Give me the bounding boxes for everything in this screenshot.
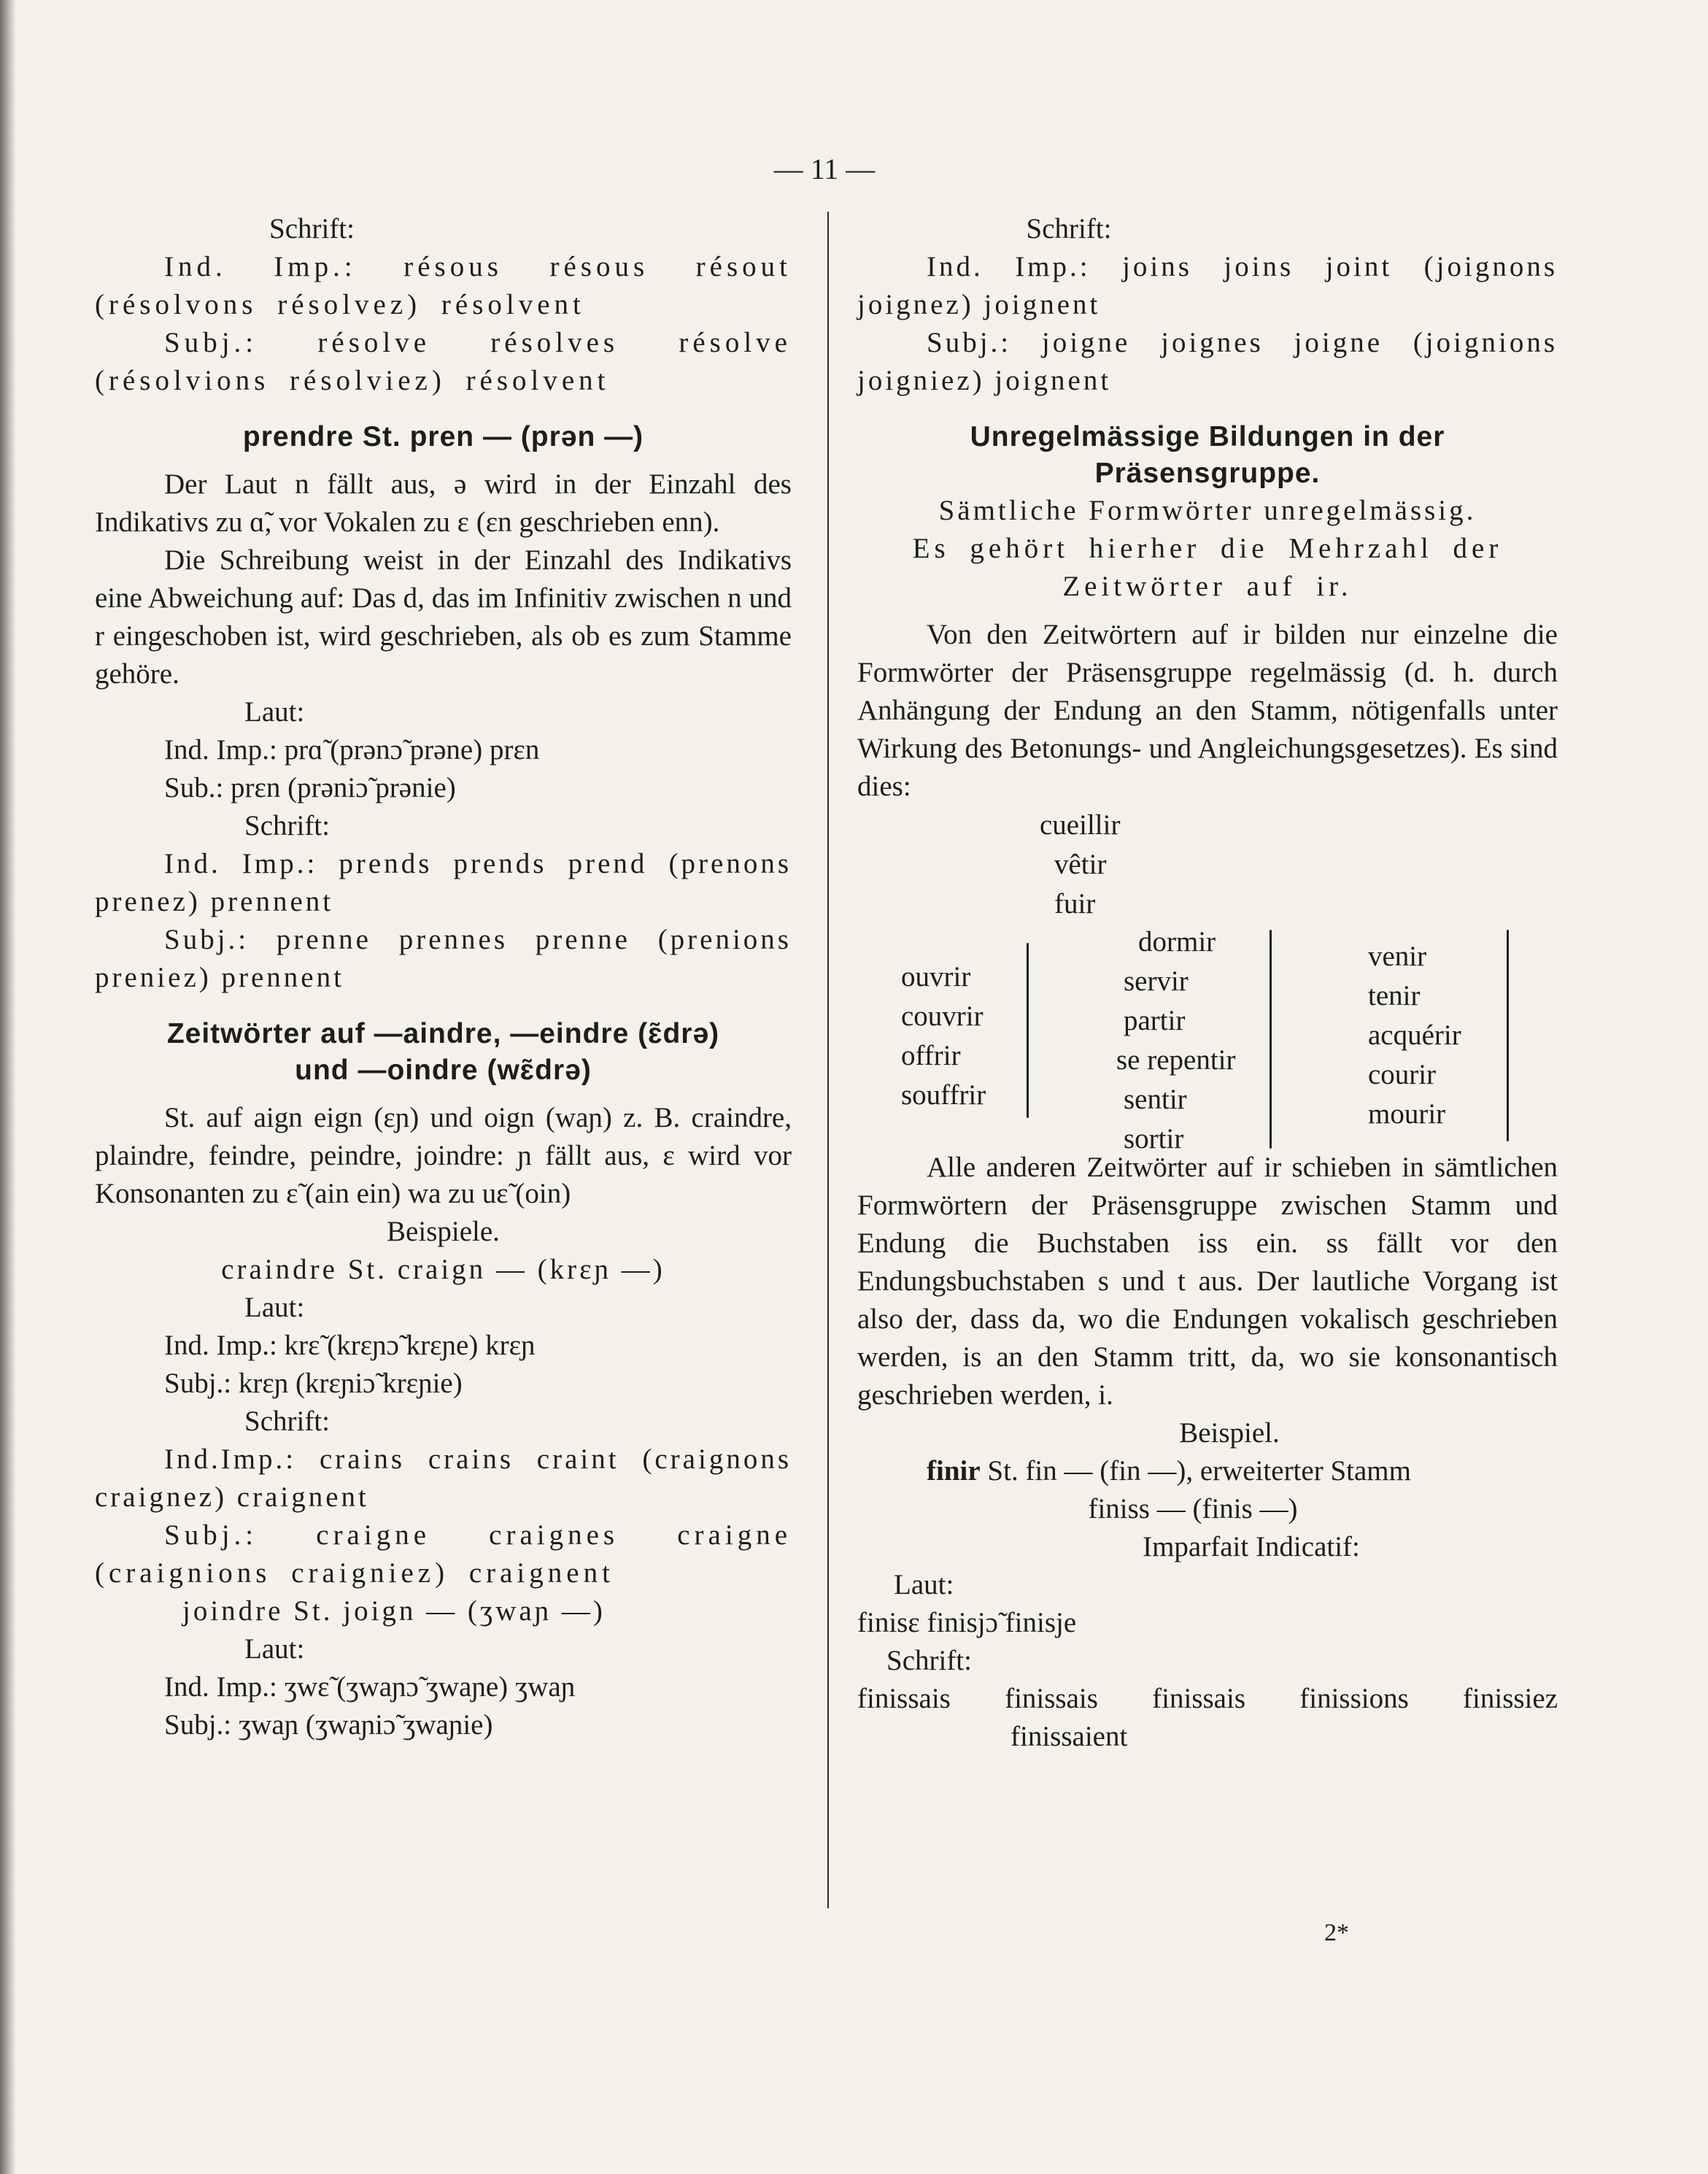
finir-laut-label: Laut: (894, 1569, 954, 1600)
heading-unregelmaessig-line1: Unregelmässige Bildungen in der (970, 421, 1445, 452)
joindre-laut-label: Laut: (244, 1633, 305, 1665)
heading-prendre: prendre St. pren — (prən —) (242, 421, 644, 452)
verb-list-group2 (1116, 922, 1236, 1159)
craindre-schrift-subj: Subj.: craigne craignes craigne (craignions craigniez) craignent (95, 1519, 792, 1589)
verb-item: offrir (901, 1040, 961, 1071)
brace-group1 (1027, 943, 1029, 1118)
joindre-laut-subj: Subj.: ʒwaɲ (ʒwaɲiɔ̃ ʒwaɲie) (164, 1709, 493, 1741)
craindre-schrift-ind: Ind.Imp.: crains crains craint (craignons craignez) craignent (95, 1443, 792, 1513)
prendre-laut-sub: Sub.: prɛn (prəniɔ̃ prənie) (164, 772, 456, 803)
verb-item: sortir (1124, 1123, 1184, 1155)
finir-word: finir (927, 1455, 981, 1487)
finir-schrift-forms-2: finissaient (1010, 1721, 1128, 1752)
page-number: — 11 — (773, 153, 876, 185)
verb-item: se repentir (1116, 1044, 1236, 1076)
beispiele-label: Beispiele. (387, 1216, 500, 1247)
es-gehoert-line2: Zeitwörter auf ir. (1062, 571, 1353, 602)
prendre-laut-ind: Ind. Imp.: prɑ̃ (prənɔ̃ prəne) prɛn (164, 734, 540, 766)
finiss-line: finiss — (finis —) (1088, 1493, 1298, 1525)
verb-list-group3 (1368, 937, 1461, 1134)
left-column (95, 210, 792, 1744)
craindre-laut-subj: Subj.: krɛɲ (krɛɲiɔ̃ krɛɲie) (164, 1368, 463, 1399)
stamm-paragraph: St. auf aign eign (ɛɲ) und oign (waɲ) z. B. craindre, plaindre, feindre, peindre, joindre: ɲ fällt aus, ɛ wird vor Konsonanten zu ɛ̃ (ain ein) wa zu uɛ̃ (oin) (95, 1102, 792, 1209)
prendre-schrift-label: Schrift: (244, 810, 330, 841)
resoudre-ind-imp: Ind. Imp.: résous résous résout (résolvons résolvez) résolvent (95, 251, 792, 320)
verb-groups (857, 806, 1558, 1155)
es-gehoert-line1: Es gehört hierher die Mehrzahl der (912, 533, 1503, 564)
verb-item: mourir (1368, 1098, 1446, 1130)
prendre-laut-label: Laut: (244, 696, 305, 728)
verb-item: acquérir (1368, 1019, 1461, 1051)
finir-rest: St. fin — (fin —), erweiterter Stamm (987, 1455, 1411, 1487)
joindre-stem: joindre St. joign — (ʒwaɲ —) (182, 1595, 606, 1627)
brace-group3 (1507, 930, 1509, 1141)
brace-group2 (1270, 930, 1272, 1149)
joindre-schrift-ind: Ind. Imp.: joins joins joint (joignons joignez) joignent (857, 251, 1558, 320)
imparfait-label: Imparfait Indicatif: (1143, 1531, 1360, 1562)
verb-item: souffrir (901, 1079, 986, 1111)
prendre-schrift-ind: Ind. Imp.: prends prends prend (prenons prenez) prennent (95, 848, 792, 917)
schrift-label: Schrift: (269, 213, 355, 244)
prendre-schreibung-paragraph: Die Schreibung weist in der Einzahl des Indikativs eine Abweichung auf: Das d, das im Infinitiv zwischen n und r eingeschoben ist, wird geschrieben, als ob es zum Stamme gehöre. (95, 544, 792, 690)
right-column (857, 210, 1558, 1756)
verb-item: ouvrir (901, 961, 971, 992)
verb-item: partir (1124, 1005, 1186, 1036)
verb-item: cueillir (1040, 809, 1121, 841)
finir-laut-forms: finisɛ finisjɔ̃ finisje (857, 1607, 1077, 1638)
beispiel-label: Beispiel. (1179, 1417, 1280, 1449)
page-spine-shadow (0, 0, 16, 2174)
prendre-laut-paragraph: Der Laut n fällt aus, ə wird in der Einzahl des Indikativs zu ɑ̃, vor Vokalen zu ɛ (ɛn geschrieben enn). (95, 469, 792, 538)
verb-list-top (1040, 806, 1120, 924)
verb-item: courir (1368, 1059, 1437, 1090)
von-den-paragraph: Von den Zeitwörtern auf ir bilden nur einzelne die Formwörter der Präsensgruppe regelmässig (d. h. durch Anhängung der Endung an den Stamm, nötigenfalls unter Wirkung des Betonungs- und Angleichungsgesetzes). Es sind dies: (857, 619, 1558, 802)
verb-item: tenir (1368, 980, 1421, 1011)
signature-mark: 2* (1324, 1919, 1349, 1946)
verb-item: servir (1124, 965, 1189, 997)
finir-line (857, 1452, 1558, 1490)
verb-item: venir (1368, 941, 1427, 972)
finir-schrift-forms: finissais finissais finissais finissions finissiez (857, 1683, 1558, 1714)
finir-schrift-label: Schrift: (886, 1645, 972, 1676)
joindre-schrift-subj: Subj.: joigne joignes joigne (joignions joigniez) joignent (857, 327, 1558, 396)
verb-item: dormir (1138, 926, 1216, 957)
column-divider (827, 212, 829, 1908)
verb-list-group1 (901, 957, 986, 1115)
resoudre-subj: Subj.: résolve résolves résolve (résolvions résolviez) résolvent (95, 327, 792, 396)
heading-zeitwoerter-line1: Zeitwörter auf —aindre, —eindre (ɛ̃drə) (166, 1018, 720, 1049)
heading-unregelmaessig-line2: Präsensgruppe. (1094, 458, 1321, 489)
heading-zeitwoerter-line2: und —oindre (wɛ̃drə) (295, 1055, 592, 1086)
verb-item: sentir (1124, 1084, 1187, 1115)
verb-item: couvrir (901, 1001, 984, 1032)
joindre-schrift-label: Schrift: (1026, 213, 1112, 244)
alle-anderen-paragraph: Alle anderen Zeitwörter auf ir schieben in sämtlichen Formwörtern der Präsensgruppe zwischen Stamm und Endung die Buchstaben iss ein. ss fällt vor den Endungsbuchstaben s und t aus. Der lautliche Vorgang ist also der, dass da, wo die Endungen vokalisch geschrieben werden, is an den Stamm tritt, da, wo sie konsonantisch geschrieben werden, i. (857, 1152, 1558, 1411)
craindre-laut-label: Laut: (244, 1292, 305, 1323)
craindre-schrift-label: Schrift: (244, 1406, 330, 1437)
verb-item: fuir (1054, 888, 1096, 920)
verb-item: vêtir (1054, 849, 1107, 880)
saemtliche-line: Sämtliche Formwörter unregelmässig. (938, 495, 1477, 526)
joindre-laut-ind: Ind. Imp.: ʒwɛ̃ (ʒwaɲɔ̃ ʒwaɲe) ʒwaɲ (164, 1671, 576, 1703)
craindre-stem: craindre St. craign — (krɛɲ —) (221, 1254, 665, 1285)
prendre-schrift-subj: Subj.: prenne prennes prenne (prenions preniez) prennent (95, 924, 792, 993)
craindre-laut-ind: Ind. Imp.: krɛ̃ (krɛɲɔ̃ krɛɲe) krɛɲ (164, 1330, 536, 1361)
